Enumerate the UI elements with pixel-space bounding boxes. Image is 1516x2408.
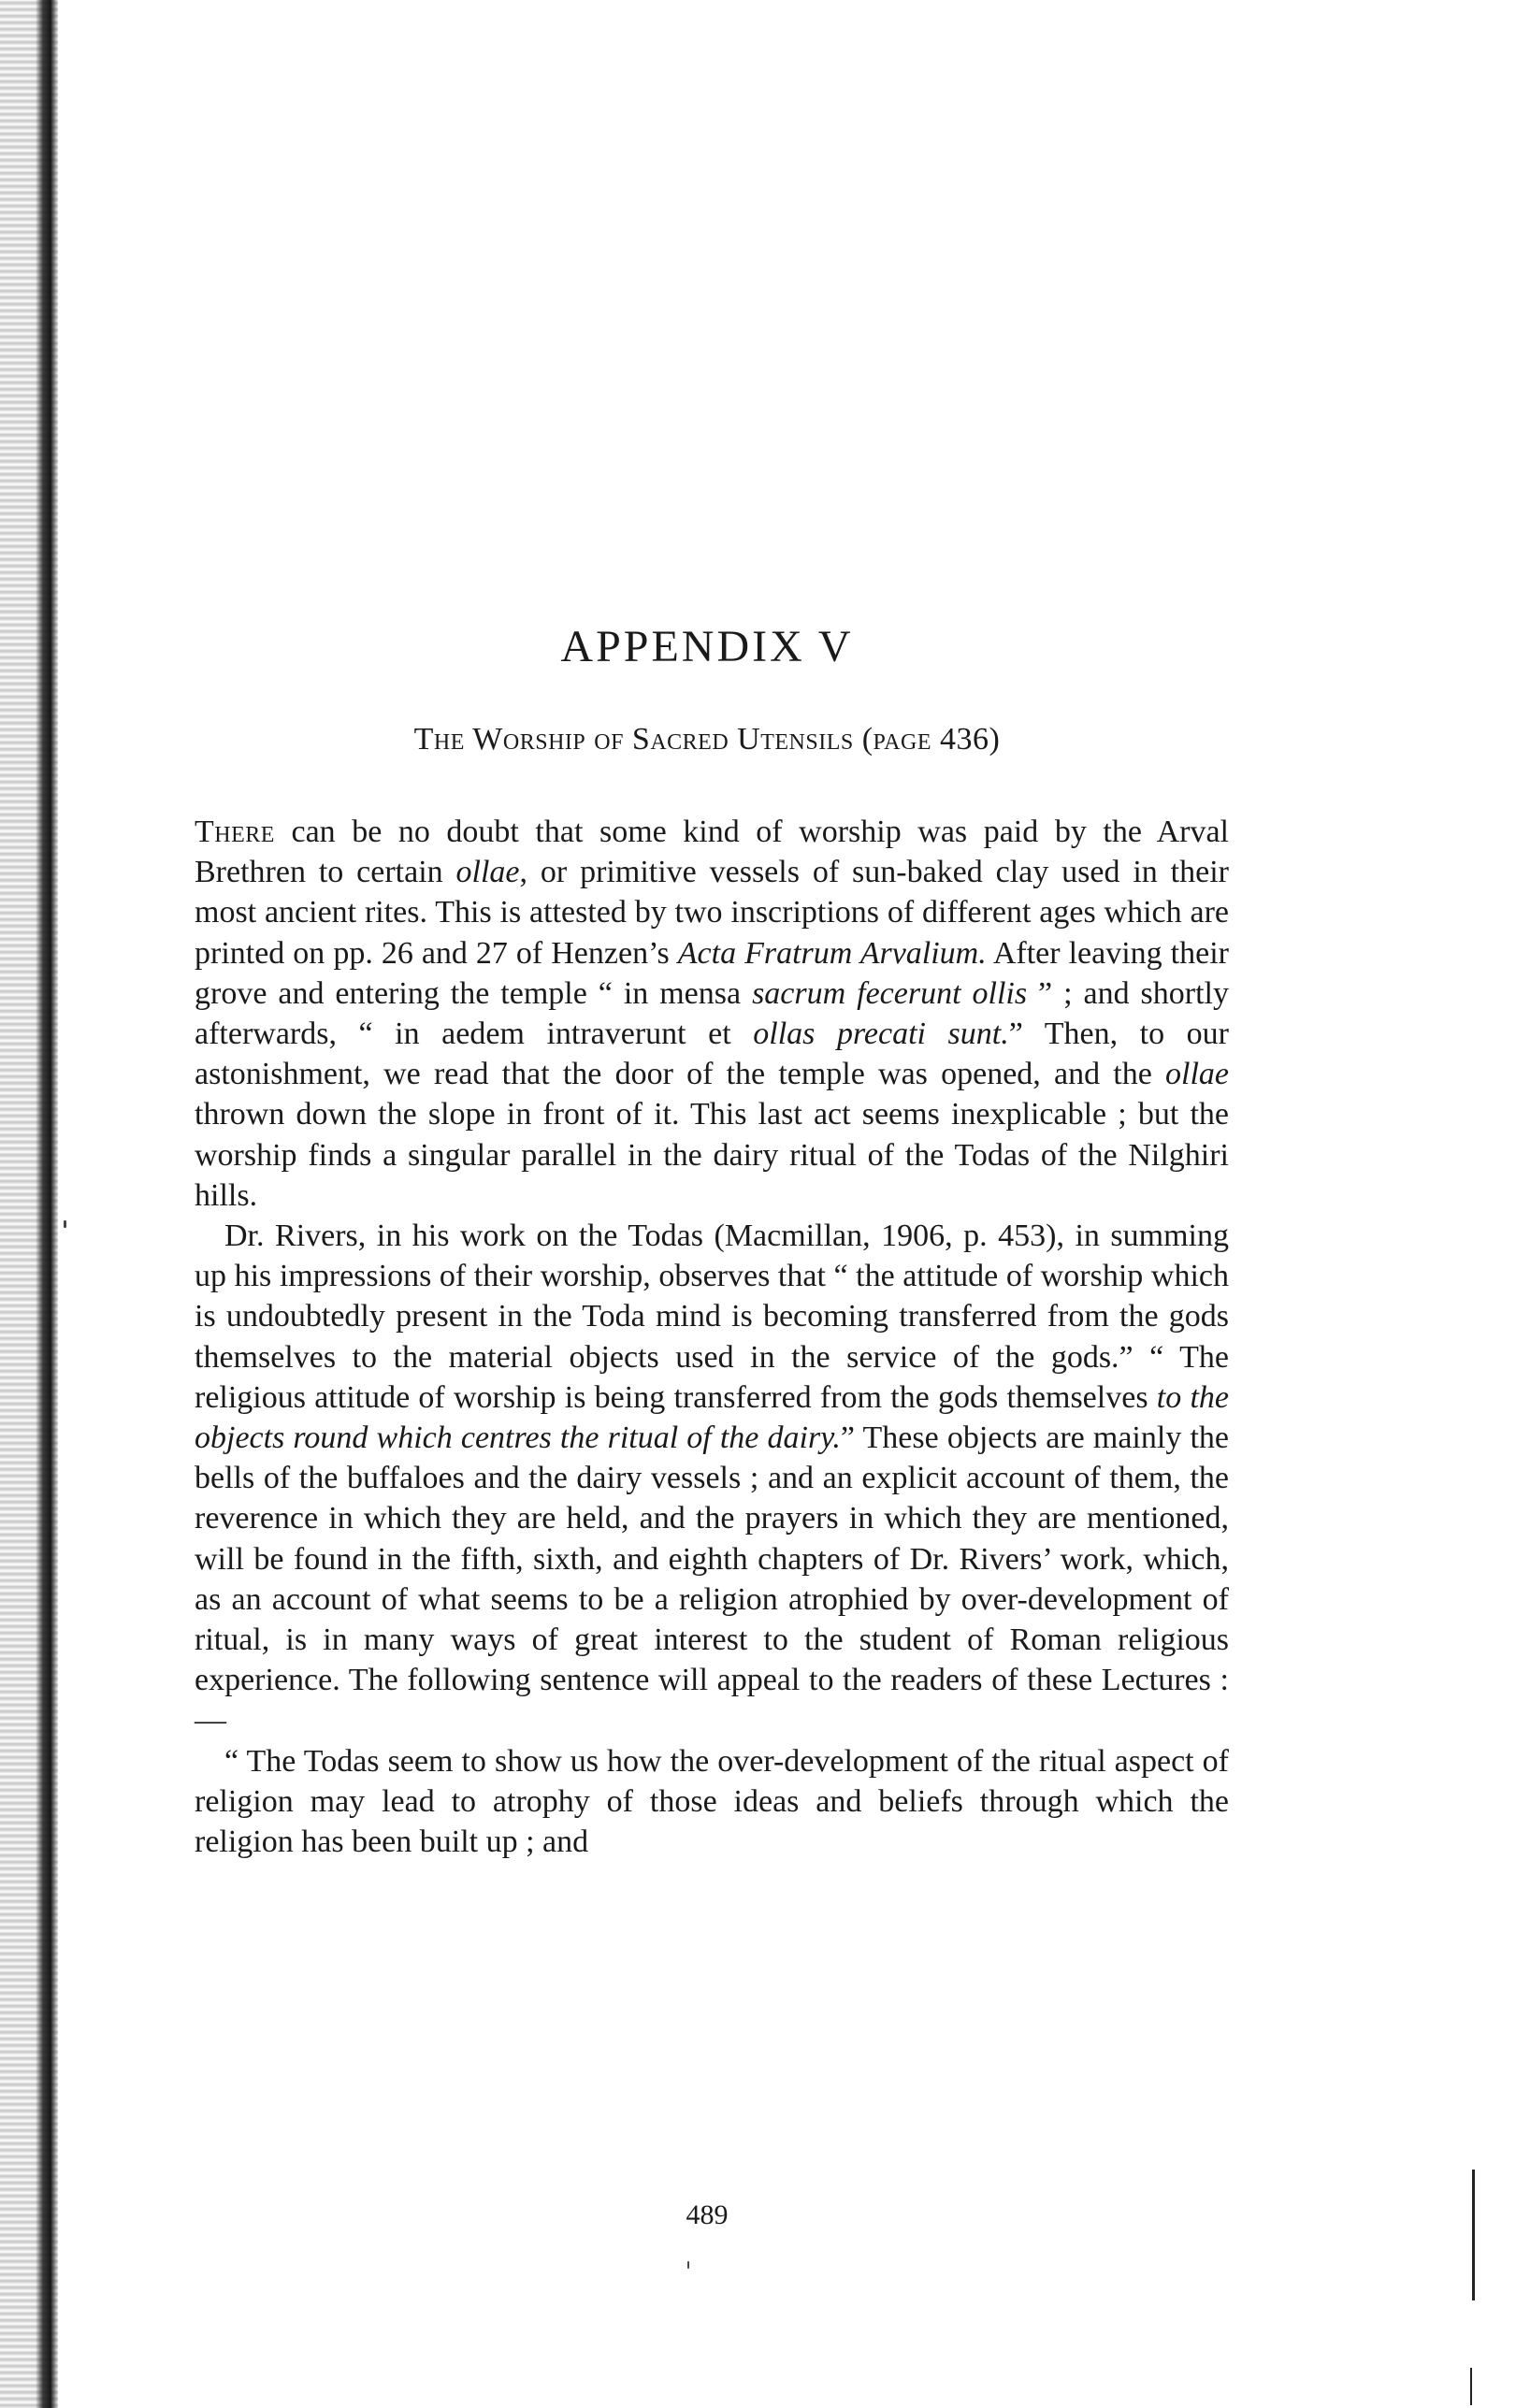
page-number: 489 bbox=[686, 2199, 729, 2230]
binding-edge bbox=[0, 0, 58, 2408]
appendix-heading: APPENDIX V bbox=[560, 622, 854, 671]
text-run: , or primitive vessels of sun-baked clay used in their most ancient rites. This is attested by two inscriptions of different ages which are printed on pp. 26 and 27 of Henzen’s bbox=[195, 855, 1229, 971]
paragraph-3: “ The Todas seem to show us how the over-development of the ritual aspect of religion may lead to atrophy of those ideas and beliefs through which the religion has been built up ; and bbox=[195, 1743, 1229, 1860]
text-run: ” Then, to our astonishment, we read that the door of the temple was opened, and the bbox=[195, 1017, 1230, 1092]
italic-run: ollae bbox=[455, 855, 520, 890]
paragraph-1 bbox=[195, 812, 1229, 1216]
text-run: After leaving their grove and entering the temple “ in mensa bbox=[195, 935, 1229, 1011]
text-run: Dr. Rivers, in his work on the Todas (Macmillan, 1906, p. 453), in summing up his impressions of their worship, observes that “ the attitude of worship which is undoubtedly present in the Toda mind is becoming transferred from the gods themselves to the material objects used in the service of the gods.” “ The religious attitude of worship is being transferred from the gods themselves bbox=[195, 1218, 1229, 1415]
body-text bbox=[195, 812, 1229, 1862]
paragraph-2 bbox=[195, 1216, 1229, 1741]
italic-run: ollae bbox=[1165, 1057, 1229, 1092]
scan-mark bbox=[1472, 2170, 1475, 2300]
scan-mark bbox=[1470, 2368, 1472, 2405]
italic-run: ollas precati sunt. bbox=[753, 1017, 1009, 1052]
text-run: ” These objects are mainly the bells of the buffaloes and the dairy vessels ; and an explicit account of them, the reverence in which they are held, and the prayers in which they are mentioned, will be found in the fifth, sixth, and eighth chapters of Dr. Rivers’ work, which, as an account of what seems to be a religion atrophied by over-development of ritual, is in many ways of great interest to the student of Roman religious experience. The following sentence will appeal to the readers of these Lectures :— bbox=[195, 1420, 1229, 1738]
scan-speck bbox=[64, 1220, 66, 1228]
text-run: can be no doubt that some kind of worship was paid by the Arval Brethren to certain bbox=[195, 815, 1229, 890]
appendix-subheading: The Worship of Sacred Utensils (page 436) bbox=[413, 722, 1001, 757]
text-run: thrown down the slope in front of it. This last act seems inexplicable ; but the worship finds a singular parallel in the dairy ritual of the Todas of the Nilghiri hills. bbox=[195, 1097, 1229, 1213]
lead-word: There bbox=[195, 815, 275, 849]
scan-speck bbox=[687, 2261, 689, 2269]
text-run: ” ; and shortly afterwards, “ in aedem intraverunt et bbox=[195, 975, 1230, 1052]
italic-run: sacrum fecerunt ollis bbox=[752, 975, 1028, 1011]
italic-run: Acta Fratrum Arvalium. bbox=[677, 935, 987, 971]
italic-run: to the objects round which centres the ritual of the dairy. bbox=[195, 1379, 1229, 1456]
